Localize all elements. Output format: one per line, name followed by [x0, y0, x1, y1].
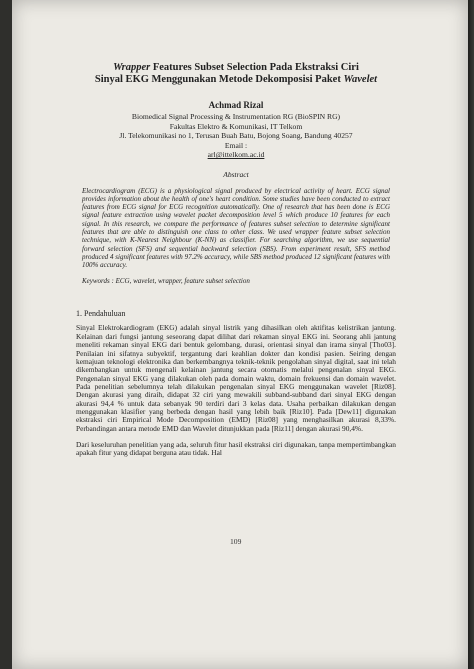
email-link[interactable]: arl@ittelkom.ac.id [207, 150, 265, 159]
title-wrapper-word: Wrapper [113, 62, 151, 73]
scan-edge [468, 0, 474, 669]
title-line2-main: Sinyal EKG Menggunakan Metode Dekomposisi Paket [94, 74, 344, 85]
body-text [76, 324, 396, 457]
abstract-heading: Abstract [223, 169, 249, 179]
affiliation [76, 112, 396, 160]
email-line [76, 141, 396, 160]
affiliation-line: Biomedical Signal Processing & Instrumentation RG (BioSPIN RG) [131, 112, 341, 121]
section-heading: 1. Pendahuluan [76, 309, 126, 319]
title-line-1 [76, 62, 396, 74]
affiliation-line: Fakultas Elektro & Komunikasi, IT Telkom [169, 121, 303, 131]
paragraph: Sinyal Elektrokardiogram (EKG) adalah sinyal listrik yang dihasilkan oleh aktifitas kelistrikan jantung. Kelainan dari fungsi jantung seseorang dapat dilihat dari rekaman sinyal EKG ini. Seorang ahli jantung meneliti rekaman sinyal EKG dari bentuk gelombang, durasi, orientasi sinyal dan irama sinyal [Tho03]. Penilaian ini sifatnya subyektif, tergantung dari keahlian dokter dan kondisi pasien. Seiring dengan kemajuan teknologi elektronika dan berkembangnya teknik-teknik pengolahan sinyal digital, saat ini telah dikembangkan untuk mengenali kelainan jantung secara otomatis melalui pengenalan sinyal EKG. Pengenalan sinyal EKG yang dilakukan oleh pada domain waktu, domain frekuensi dan domain wavelet. Pada penelitian sebelumnya telah dilakukan pengenalan sinyal EKG menggunakan wavelet [Riz08]. Dengan akurasi yang diraih, didapat 32 ciri yang mewakili subband-subband dari sinyal EKG dengan akurasi 94,4 % untuk data sebanyak 90 terdiri dari 3 kelas data. Usaha perbaikan dilakukan dengan menggunakan klasifier yang berbeda dengan hasil yang lebih baik [Riz10]. Pada [Dew11] digunakan ekstraksi ciri Empirical Mode Decomposition (EMD) [Riz08] yang menghasilkan akurasi 8,33%. Perbandingan antara metode EMD dan Wavelet ditunjukkan pada [Riz11] dengan akurasi 90,4%. [76, 323, 396, 433]
paper-content [76, 62, 396, 458]
paper-page [12, 0, 468, 669]
paragraph: Dari keseluruhan penelitian yang ada, seluruh fitur hasil ekstraksi ciri digunakan, tanpa mempertimbangkan apakah fitur yang didapat berguna atau tidak. Hal [76, 439, 396, 458]
author-name: Achmad Rizal [208, 100, 264, 110]
paper-title [76, 62, 396, 86]
affiliation-line: Jl. Telekomunikasi no 1, Terusan Buah Batu, Bojong Soang, Bandung 40257 [119, 131, 353, 140]
title-line-2 [76, 74, 396, 86]
title-line1-rest: Features Subset Selection Pada Ekstraksi Ciri [150, 62, 359, 73]
email-label: Email : [224, 140, 248, 150]
title-wavelet-word: Wavelet [343, 74, 378, 85]
keywords: Keywords : ECG, wavelet, wrapper, feature subset selection [82, 277, 250, 286]
abstract-text: Electrocardiogram (ECG) is a physiological signal produced by electrical activity of heart. ECG signal provides information about the health of one's heart condition. Some studies have been conducted to extract features from ECG signal for ECG recognition automatically. One of research that has been done is ECG signal feature extraction using wavelet packet decomposition level 5 which produce 10 features for each signal. In this research, we compare the performance of features subset selection to determine significant features that are able to distinguish one class to other class. We used wrapper feature subset selection technique, with K-Nearest Neighbour (K-NN) as classifier. For searching algorithm, we use sequential forward selection (SFS) and sequential backward selection (SBS). From experiment result, SFS method produced 4 significant features with 97.2% accuracy, while SBS method produced 12 significant features with 100% accuracy. [82, 186, 390, 270]
page-number: 109 [230, 537, 242, 546]
